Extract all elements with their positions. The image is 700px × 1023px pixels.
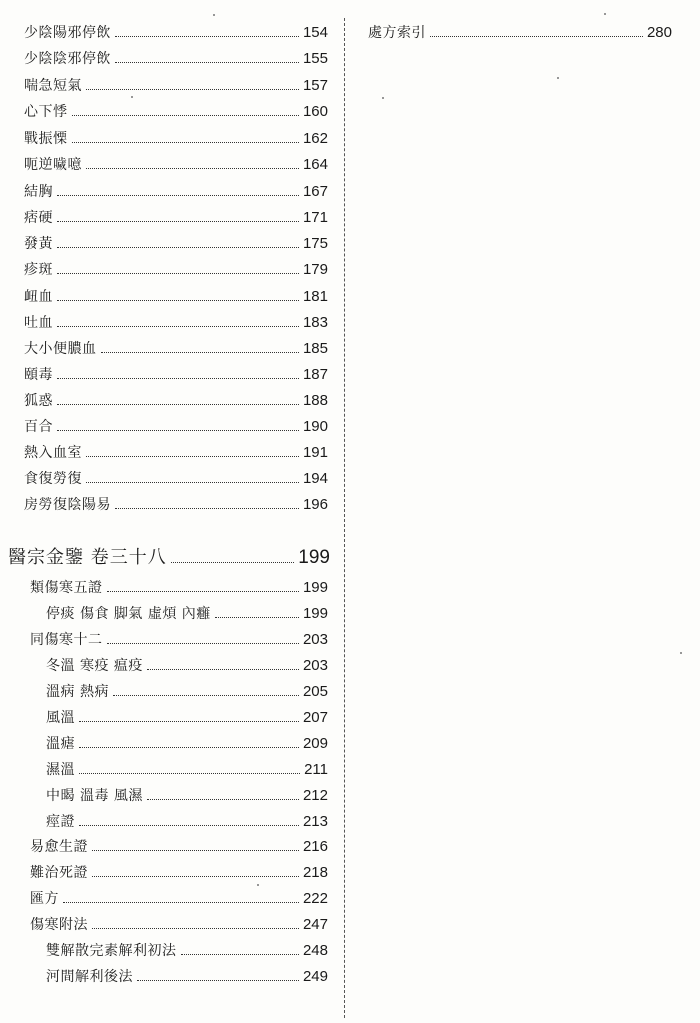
toc-entry[interactable]	[30, 862, 328, 884]
dot-leader	[57, 194, 299, 196]
toc-entry[interactable]	[24, 390, 328, 412]
dot-leader	[115, 61, 299, 63]
toc-entry-page: 154	[302, 24, 328, 41]
dot-leader	[86, 481, 299, 483]
toc-entry[interactable]	[30, 888, 328, 910]
dot-leader	[147, 668, 299, 670]
dot-leader	[147, 798, 299, 800]
toc-entry[interactable]	[24, 181, 328, 203]
toc-entry[interactable]	[24, 312, 328, 334]
toc-entry-page: 247	[302, 916, 328, 933]
toc-entry-page: 191	[302, 444, 328, 461]
dot-leader	[115, 507, 299, 509]
toc-subentry[interactable]	[46, 785, 328, 807]
toc-subentry[interactable]	[46, 811, 328, 833]
toc-entry-title: 吐血	[24, 315, 53, 331]
toc-entry-page: 160	[302, 103, 328, 120]
toc-entry-title: 痞硬	[24, 210, 53, 226]
dot-leader	[101, 351, 299, 353]
toc-entry-page: 222	[302, 890, 328, 907]
toc-entry[interactable]	[24, 286, 328, 308]
dot-leader	[72, 114, 299, 116]
toc-entry[interactable]	[24, 128, 328, 150]
toc-subentry[interactable]	[46, 655, 328, 677]
toc-entry-title: 少陰陽邪停飲	[24, 25, 111, 41]
scan-speck	[604, 13, 606, 15]
toc-entry[interactable]	[24, 233, 328, 255]
toc-entry-page: 185	[302, 340, 328, 357]
dot-leader	[57, 272, 299, 274]
toc-entry-page: 249	[302, 968, 328, 985]
dot-leader	[72, 141, 299, 143]
dot-leader	[115, 35, 299, 37]
scan-speck	[382, 97, 384, 99]
toc-subentry[interactable]	[46, 603, 328, 625]
toc-entry-title: 少陰陰邪停飲	[24, 51, 111, 67]
toc-entry[interactable]	[30, 836, 328, 858]
section-page: 199	[298, 547, 330, 568]
toc-entry-page: 164	[302, 156, 328, 173]
toc-entry-page: 155	[302, 50, 328, 67]
toc-entry-page: 181	[302, 288, 328, 305]
toc-entry-page: 187	[302, 366, 328, 383]
dot-leader	[79, 772, 300, 774]
toc-entry[interactable]	[368, 22, 672, 44]
toc-entry-title: 頤毒	[24, 367, 53, 383]
toc-entry-title: 冬溫 寒疫 瘟疫	[46, 658, 143, 674]
toc-entry-page: 207	[302, 709, 328, 726]
scan-speck	[257, 884, 259, 886]
toc-entry-page: 205	[302, 683, 328, 700]
toc-entry[interactable]	[24, 101, 328, 123]
dot-leader	[92, 849, 299, 851]
toc-entry-page: 213	[302, 813, 328, 830]
toc-entry-title: 喘急短氣	[24, 78, 82, 94]
toc-entry-title: 溫瘧	[46, 736, 75, 752]
dot-leader	[57, 246, 299, 248]
dot-leader	[57, 299, 299, 301]
toc-entry-title: 風溫	[46, 710, 75, 726]
toc-entry-page: 248	[302, 942, 328, 959]
toc-entry-title: 大小便膿血	[24, 341, 97, 357]
toc-entry-title: 心下悸	[24, 104, 68, 120]
toc-entry-page: 203	[302, 657, 328, 674]
column-divider	[344, 18, 345, 1018]
dot-leader	[57, 403, 299, 405]
toc-entry[interactable]	[24, 259, 328, 281]
toc-subentry[interactable]	[46, 681, 328, 703]
toc-entry-page: 209	[302, 735, 328, 752]
dot-leader	[107, 642, 299, 644]
toc-entry-title: 雙解散完素解利初法	[46, 943, 177, 959]
toc-entry-page: 216	[302, 838, 328, 855]
toc-entry-page: 179	[302, 261, 328, 278]
toc-entry-page: 175	[302, 235, 328, 252]
toc-entry-title: 同傷寒十二	[30, 632, 103, 648]
dot-leader	[137, 979, 299, 981]
scan-speck	[557, 77, 559, 79]
toc-entry-title: 難治死證	[30, 865, 88, 881]
dot-leader	[215, 616, 299, 618]
toc-entry-page: 183	[302, 314, 328, 331]
toc-entry-page: 190	[302, 418, 328, 435]
toc-entry-title: 熱入血室	[24, 445, 82, 461]
dot-leader	[171, 561, 295, 563]
toc-entry[interactable]	[24, 154, 328, 176]
toc-entry[interactable]	[30, 914, 328, 936]
toc-subentry[interactable]	[46, 707, 328, 729]
dot-leader	[92, 875, 299, 877]
dot-leader	[107, 590, 299, 592]
toc-entry-title: 溫病 熱病	[46, 684, 109, 700]
toc-entry-page: 188	[302, 392, 328, 409]
toc-entry-title: 百合	[24, 419, 53, 435]
toc-entry-title: 處方索引	[368, 25, 426, 41]
toc-entry-page: 162	[302, 130, 328, 147]
dot-leader	[86, 88, 299, 90]
toc-entry[interactable]	[24, 75, 328, 97]
dot-leader	[79, 720, 299, 722]
toc-entry-title: 疹斑	[24, 262, 53, 278]
toc-entry-title: 發黃	[24, 236, 53, 252]
dot-leader	[86, 455, 299, 457]
toc-entry-title: 易愈生證	[30, 839, 88, 855]
toc-entry-title: 匯方	[30, 891, 59, 907]
toc-entry-page: 171	[302, 209, 328, 226]
toc-entry-title: 狐惑	[24, 393, 53, 409]
dot-leader	[57, 220, 299, 222]
toc-entry-title: 房勞復陰陽易	[24, 497, 111, 513]
toc-entry-title: 痙證	[46, 814, 75, 830]
toc-entry-title: 停痰 傷食 脚氣 虛煩 內癰	[46, 606, 211, 622]
scan-speck	[131, 96, 133, 98]
toc-entry-title: 食復勞復	[24, 471, 82, 487]
toc-entry-title: 結胸	[24, 184, 53, 200]
toc-entry-page: 218	[302, 864, 328, 881]
toc-entry[interactable]	[24, 468, 328, 490]
toc-entry-page: 199	[302, 605, 328, 622]
toc-entry-title: 衄血	[24, 289, 53, 305]
toc-entry-page: 203	[302, 631, 328, 648]
toc-subentry[interactable]	[46, 733, 328, 755]
toc-subentry[interactable]	[46, 759, 328, 781]
toc-entry[interactable]	[24, 494, 328, 516]
dot-leader	[57, 377, 299, 379]
scan-speck	[213, 14, 215, 16]
scan-speck	[680, 652, 682, 654]
dot-leader	[57, 325, 299, 327]
dot-leader	[92, 927, 299, 929]
toc-entry-page: 157	[302, 77, 328, 94]
toc-entry-title: 濕溫	[46, 762, 75, 778]
toc-entry[interactable]	[24, 22, 328, 44]
dot-leader	[79, 746, 299, 748]
toc-entry[interactable]	[24, 442, 328, 464]
toc-entry[interactable]	[24, 364, 328, 386]
toc-entry-page: 194	[302, 470, 328, 487]
dot-leader	[63, 901, 299, 903]
toc-subentry[interactable]	[46, 966, 328, 988]
toc-entry-title: 戰振慄	[24, 131, 68, 147]
toc-entry-title: 類傷寒五證	[30, 580, 103, 596]
dot-leader	[57, 429, 299, 431]
toc-entry-title: 河間解利後法	[46, 969, 133, 985]
toc-entry-page: 212	[302, 787, 328, 804]
toc-entry-page: 211	[304, 761, 328, 778]
toc-entry-page: 199	[302, 579, 328, 596]
toc-entry[interactable]	[24, 338, 328, 360]
toc-entry[interactable]	[24, 207, 328, 229]
dot-leader	[86, 167, 299, 169]
dot-leader	[430, 35, 643, 37]
dot-leader	[113, 694, 299, 696]
toc-entry-page: 280	[646, 24, 672, 41]
toc-entry-title: 傷寒附法	[30, 917, 88, 933]
dot-leader	[79, 824, 299, 826]
dot-leader	[181, 953, 299, 955]
toc-section-heading[interactable]	[8, 544, 330, 572]
section-title: 醫宗金鑒 卷三十八	[8, 547, 167, 568]
toc-subentry[interactable]	[46, 940, 328, 962]
toc-entry[interactable]	[24, 416, 328, 438]
toc-entry-page: 196	[302, 496, 328, 513]
toc-entry-title: 中暍 溫毒 風濕	[46, 788, 143, 804]
toc-entry[interactable]	[30, 577, 328, 599]
toc-entry-page: 167	[302, 183, 328, 200]
toc-entry[interactable]	[30, 629, 328, 651]
toc-entry-title: 呃逆噦噫	[24, 157, 82, 173]
toc-entry[interactable]	[24, 48, 328, 70]
